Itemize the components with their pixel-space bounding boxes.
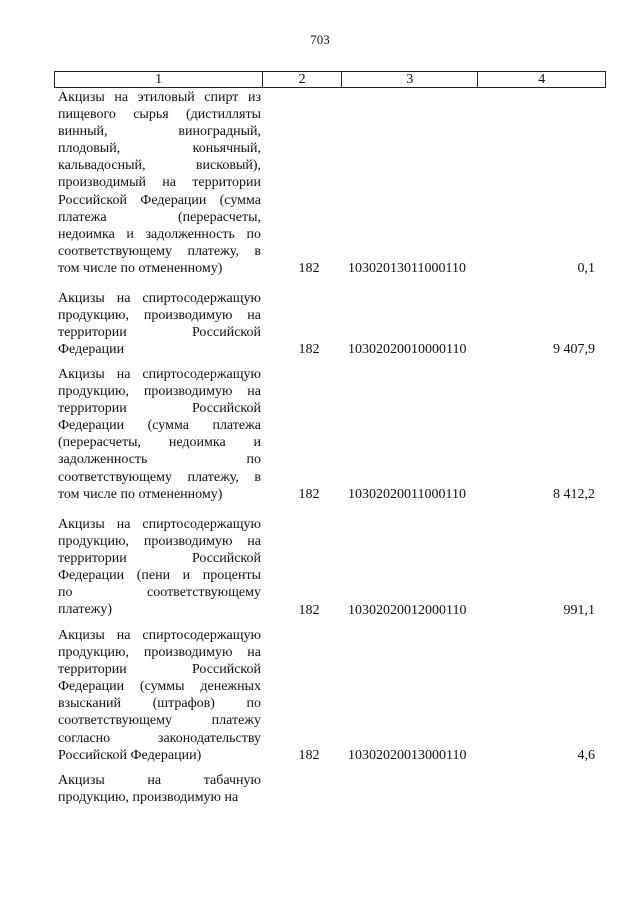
- description-line: Акцизы на этиловый спирт из: [58, 90, 261, 105]
- admin-code: 182: [298, 342, 320, 358]
- table-header-row: [54, 71, 606, 88]
- description-line: согласно законодательству: [58, 730, 261, 746]
- admin-code: 182: [298, 747, 320, 763]
- description-line: Акцизы на спиртосодержащую: [58, 367, 261, 382]
- amount-value: 4,6: [577, 747, 595, 763]
- description-line: по соответствующему: [58, 585, 261, 601]
- row-description: [58, 89, 261, 277]
- description-line: Федерации (пени и проценты: [58, 568, 261, 584]
- description-line: плодовый, коньячный,: [58, 141, 261, 157]
- description-line: (перерасчеты, недоимка и: [58, 435, 261, 451]
- page-number: 703: [310, 32, 330, 47]
- description-line: территории Российской: [58, 662, 261, 678]
- description-line: Федерации: [58, 342, 125, 358]
- description-line: продукцию, производимую на: [58, 790, 239, 806]
- description-line: Российской Федерации (сумма: [58, 192, 261, 208]
- budget-classification-code: 10302013011000110: [348, 261, 466, 276]
- description-line: кальвадосный, висковый),: [58, 158, 261, 174]
- description-line: территории Российской: [58, 551, 261, 567]
- row-description: [58, 290, 261, 358]
- admin-code: 182: [298, 261, 320, 276]
- description-line: винный, виноградный,: [58, 124, 261, 140]
- budget-classification-code: 10302020011000110: [348, 486, 466, 502]
- description-line: продукцию, производимую на: [58, 534, 261, 550]
- header-col-1: 1: [55, 72, 263, 87]
- admin-code: 182: [298, 602, 320, 618]
- description-line: том числе по отмененному): [58, 486, 223, 502]
- budget-classification-code: 10302020012000110: [348, 602, 467, 618]
- header-col-2: 2: [263, 72, 342, 87]
- description-line: платежа (перерасчеты,: [58, 209, 261, 225]
- budget-classification-code: 10302020010000110: [348, 342, 467, 358]
- amount-value: 8 412,2: [553, 486, 595, 502]
- row-description: [58, 772, 261, 806]
- description-line: том числе по отмененному): [58, 260, 223, 276]
- header-col-3: 3: [342, 72, 479, 87]
- description-line: платежу): [58, 602, 112, 618]
- description-line: соответствующему платежу, в: [58, 243, 261, 259]
- description-line: продукцию, производимую на: [58, 384, 261, 400]
- description-line: продукцию, производимую на: [58, 308, 261, 324]
- header-col-4: 4: [538, 72, 546, 87]
- row-description: [58, 516, 261, 619]
- description-line: соответствующему платежу: [58, 713, 261, 729]
- description-line: пищевого сырья (дистилляты: [58, 107, 261, 123]
- row-description: [58, 366, 261, 503]
- amount-value: 0,1: [577, 261, 595, 276]
- description-line: Федерации (суммы денежных: [58, 679, 261, 695]
- description-line: территории Российской: [58, 401, 261, 417]
- budget-classification-code: 10302020013000110: [348, 747, 467, 763]
- description-line: Российской Федерации): [58, 747, 202, 763]
- description-line: задолженность по: [58, 452, 261, 468]
- description-line: территории Российской: [58, 325, 261, 341]
- description-line: Федерации (сумма платежа: [58, 418, 261, 434]
- description-line: Акцизы на спиртосодержащую: [58, 628, 261, 643]
- description-line: соответствующему платежу, в: [58, 469, 261, 485]
- description-line: продукцию, производимую на: [58, 645, 261, 661]
- description-line: производимый на территории: [58, 175, 261, 191]
- description-line: недоимка и задолженность по: [58, 226, 261, 242]
- description-line: Акцизы на спиртосодержащую: [58, 517, 261, 532]
- description-line: Акцизы на спиртосодержащую: [58, 291, 261, 306]
- description-line: Акцизы на табачную: [58, 773, 261, 788]
- row-description: [58, 627, 261, 764]
- amount-value: 9 407,9: [553, 342, 595, 358]
- admin-code: 182: [298, 486, 320, 502]
- description-line: взысканий (штрафов) по: [58, 696, 261, 712]
- amount-value: 991,1: [563, 602, 595, 618]
